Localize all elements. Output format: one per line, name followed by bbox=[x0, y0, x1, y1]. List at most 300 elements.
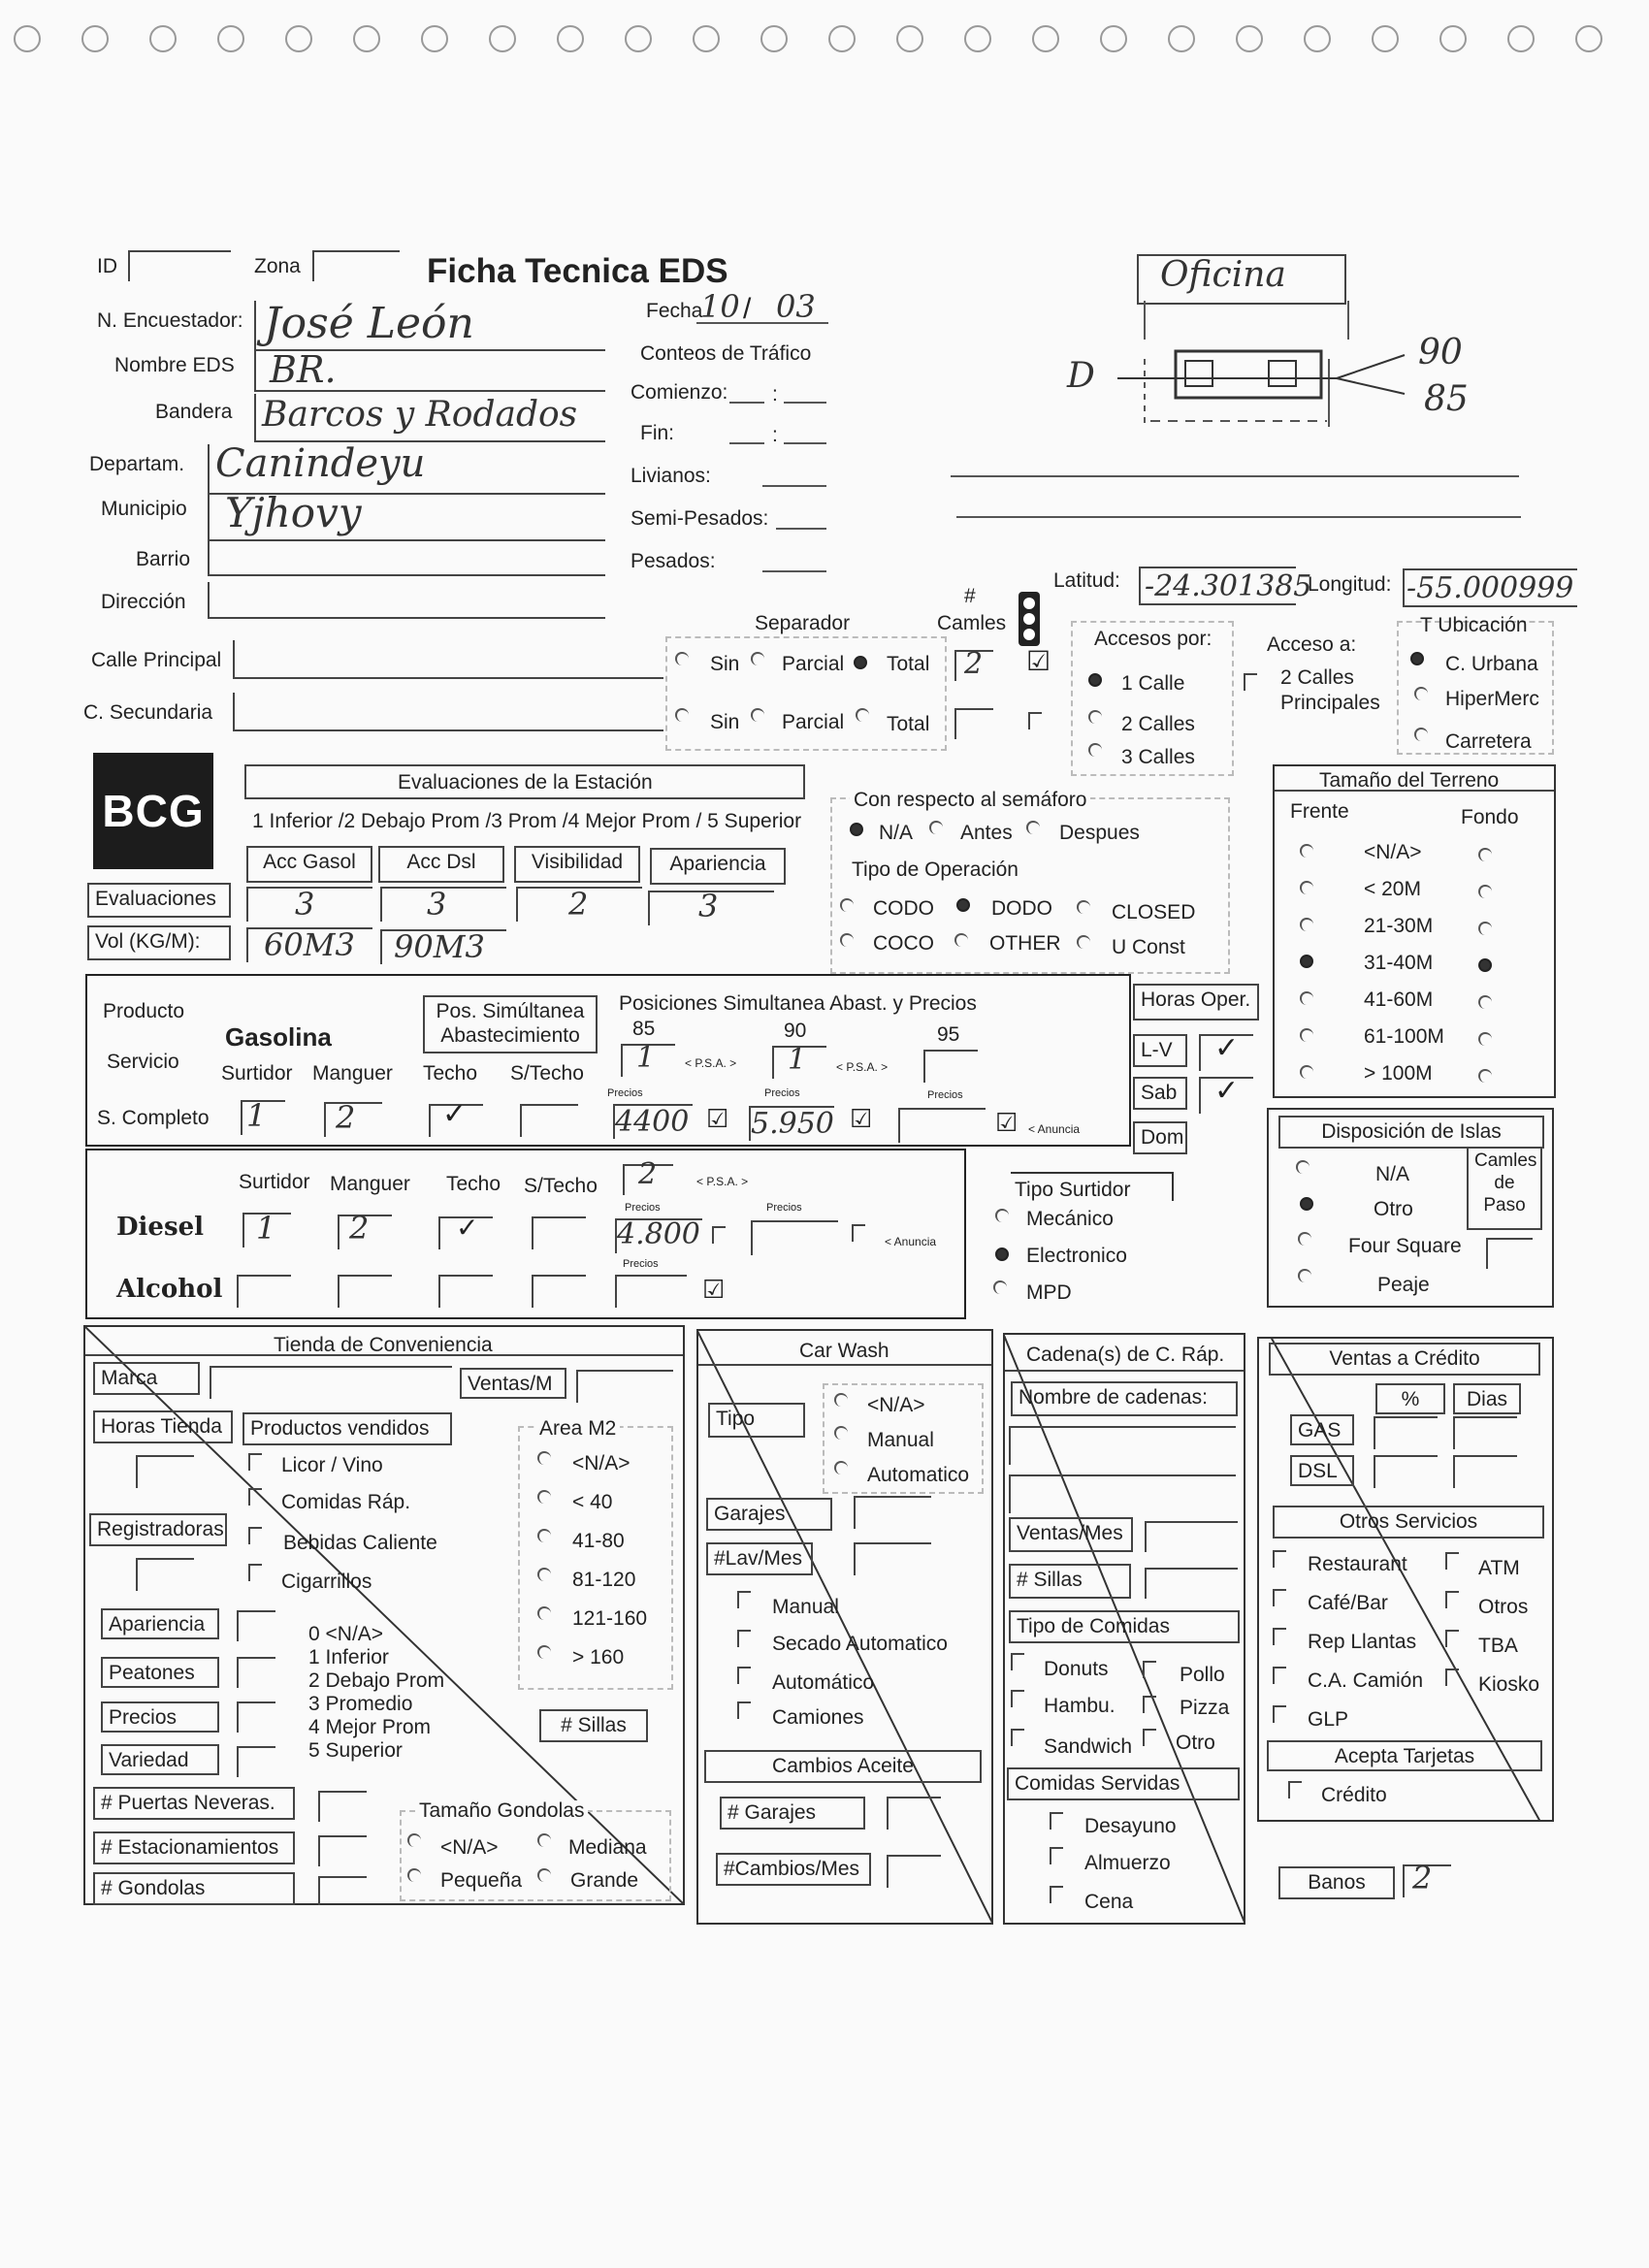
fecha-slash: / bbox=[743, 293, 752, 325]
islas-four-square: Four Square bbox=[1348, 1235, 1462, 1257]
fecha-month: 03 bbox=[776, 288, 816, 325]
credito-gas-pct-field[interactable] bbox=[1374, 1416, 1438, 1449]
carwash-opt-manual-check[interactable] bbox=[737, 1591, 751, 1608]
cadenas-nombre-field-2[interactable] bbox=[1009, 1474, 1236, 1513]
islas-na-radio[interactable] bbox=[1296, 1160, 1310, 1174]
area-option: 81-120 bbox=[572, 1569, 636, 1591]
diesel-anuncia-check-2[interactable] bbox=[852, 1224, 865, 1242]
diesel-surtidor-value: 1 bbox=[256, 1210, 276, 1247]
carwash-na: <N/A> bbox=[867, 1394, 925, 1416]
prod-bebidas: Bebidas Caliente bbox=[283, 1532, 437, 1554]
anuncia-90-check[interactable]: ☑ bbox=[850, 1104, 873, 1133]
binder-hole bbox=[81, 25, 109, 52]
encuestador-label: N. Encuestador: bbox=[97, 309, 243, 332]
binder-hole bbox=[1304, 25, 1331, 52]
operacion-closed: CLOSED bbox=[1112, 901, 1196, 923]
conteos-title: Conteos de Tráfico bbox=[640, 342, 812, 365]
operacion-uconst-radio[interactable] bbox=[1077, 935, 1090, 949]
evaluaciones-row-label bbox=[87, 883, 231, 918]
carwash-opt-automatico-check[interactable] bbox=[737, 1667, 751, 1684]
sep2-total-radio[interactable] bbox=[856, 708, 869, 722]
fecha-underline bbox=[696, 322, 828, 324]
precio-95-field[interactable] bbox=[898, 1108, 986, 1143]
binder-hole bbox=[1575, 25, 1602, 52]
departam-label: Departam. bbox=[89, 453, 185, 475]
traffic-check-2[interactable] bbox=[1028, 712, 1042, 729]
acceso-a-check[interactable] bbox=[1244, 673, 1257, 691]
terreno-fondo: Fondo bbox=[1461, 806, 1519, 828]
carwash-tipo: Tipo bbox=[716, 1408, 756, 1430]
tienda-horas-field[interactable] bbox=[136, 1455, 194, 1488]
binder-hole bbox=[14, 25, 41, 52]
cadenas-ventas: Ventas/Mes bbox=[1017, 1522, 1123, 1544]
ubicacion-carretera-radio[interactable] bbox=[1414, 728, 1428, 741]
binder-hole bbox=[285, 25, 312, 52]
binder-hole bbox=[1507, 25, 1535, 52]
diesel-s-techo-header: S/Techo bbox=[524, 1175, 598, 1197]
diesel-anuncia-check[interactable] bbox=[712, 1226, 726, 1244]
tienda-registradoras-field[interactable] bbox=[136, 1558, 194, 1591]
calle-principal-field[interactable] bbox=[233, 640, 663, 679]
terreno-fondo-radio[interactable] bbox=[1478, 885, 1492, 898]
terreno-fondo-radio[interactable] bbox=[1478, 1032, 1492, 1046]
islas-peaje-radio[interactable] bbox=[1298, 1269, 1311, 1282]
tipo-surtidor-title: Tipo Surtidor bbox=[1015, 1179, 1131, 1201]
tienda-apariencia-field[interactable] bbox=[237, 1610, 275, 1641]
psa-2: < P.S.A. > bbox=[836, 1060, 889, 1074]
vol-label bbox=[87, 925, 231, 960]
credito-pct: % bbox=[1401, 1388, 1420, 1410]
sep1-sin: Sin bbox=[710, 653, 740, 675]
notes-line-2 bbox=[956, 516, 1521, 518]
ubicacion-hipermerc: HiperMerc bbox=[1445, 688, 1539, 710]
carwash-opt-camiones-check[interactable] bbox=[737, 1701, 751, 1719]
credito-gas-dias-field[interactable] bbox=[1453, 1416, 1517, 1449]
credito-title: Ventas a Crédito bbox=[1329, 1347, 1480, 1370]
credito-dsl-dias-field[interactable] bbox=[1453, 1455, 1517, 1488]
carwash-lav-box bbox=[706, 1542, 813, 1575]
fin-colon: : bbox=[772, 424, 778, 446]
tienda-estacionamientos-box bbox=[93, 1831, 295, 1864]
terreno-fondo-radio[interactable] bbox=[1478, 958, 1492, 972]
sep1-parcial-radio[interactable] bbox=[751, 652, 764, 665]
islas-four-square-radio[interactable] bbox=[1298, 1232, 1311, 1246]
diesel-precio-value: 4.800 bbox=[617, 1217, 700, 1251]
operacion-codo-radio[interactable] bbox=[840, 898, 854, 912]
servicio-right-check[interactable] bbox=[1445, 1591, 1459, 1608]
gas-manguer-value: 2 bbox=[336, 1099, 356, 1136]
zona-label: Zona bbox=[254, 255, 301, 277]
pos-simultanea-l2: Abastecimiento bbox=[440, 1024, 580, 1048]
terreno-frente-radio[interactable] bbox=[1300, 881, 1313, 894]
sep2-parcial-radio[interactable] bbox=[751, 708, 764, 722]
tienda-puertas-field[interactable] bbox=[318, 1791, 367, 1822]
comida-otro: Otro bbox=[1176, 1732, 1215, 1754]
terreno-title: Tamaño del Terreno bbox=[1319, 769, 1500, 792]
servicio-left: Restaurant bbox=[1308, 1553, 1407, 1575]
carwash-tipo-box bbox=[708, 1403, 805, 1438]
comienzo-colon: : bbox=[772, 383, 778, 405]
cadenas-sillas-field[interactable] bbox=[1145, 1568, 1238, 1599]
diesel-precios-label-2: Precios bbox=[766, 1202, 802, 1214]
terreno-frente-radio[interactable] bbox=[1300, 918, 1313, 931]
accesos-2: 2 Calles bbox=[1121, 713, 1195, 735]
terreno-frente-radio[interactable] bbox=[1300, 991, 1313, 1005]
servida-desayuno: Desayuno bbox=[1084, 1815, 1177, 1837]
carwash-automatico-radio[interactable] bbox=[834, 1461, 848, 1474]
carwash-garajes-box bbox=[706, 1498, 832, 1531]
comida-pollo-check[interactable] bbox=[1143, 1661, 1156, 1678]
cadenas-nombre-box bbox=[1011, 1381, 1238, 1416]
islas-camiles-l1: Camles bbox=[1474, 1150, 1537, 1171]
tarjetas-credito-check[interactable] bbox=[1288, 1781, 1302, 1798]
accesos-title: Accesos por: bbox=[1094, 628, 1212, 650]
carwash-automatico: Automatico bbox=[867, 1464, 970, 1486]
terreno-fondo-radio[interactable] bbox=[1478, 995, 1492, 1009]
eval-visibilidad-value: 2 bbox=[568, 886, 589, 923]
anuncia-95-check[interactable]: ☑ bbox=[995, 1108, 1018, 1137]
gondola-pequena-radio[interactable] bbox=[407, 1868, 421, 1882]
evaluaciones-scale: 1 Inferior /2 Debajo Prom /3 Prom /4 Mejor Prom / 5 Superior bbox=[252, 810, 802, 832]
cadenas-nombre: Nombre de cadenas: bbox=[1018, 1386, 1208, 1409]
semaforo-title: Con respecto al semáforo bbox=[850, 790, 1090, 810]
precios-label-2: Precios bbox=[764, 1087, 800, 1099]
tipo-surtidor-mecanico: Mecánico bbox=[1026, 1208, 1114, 1230]
tienda-estacionamientos-field[interactable] bbox=[318, 1835, 367, 1866]
precio-85-value: 4400 bbox=[615, 1105, 690, 1139]
servida-almuerzo-check[interactable] bbox=[1050, 1847, 1063, 1864]
cambios-garajes-field[interactable] bbox=[887, 1797, 941, 1830]
islas-otro-radio[interactable] bbox=[1300, 1197, 1313, 1211]
tarjetas-title: Acepta Tarjetas bbox=[1334, 1745, 1475, 1767]
vol-gas-value: 60M3 bbox=[264, 926, 355, 963]
comida-hambu-check[interactable] bbox=[1011, 1690, 1024, 1707]
area-radio[interactable] bbox=[537, 1568, 551, 1581]
terreno-row-label: 21-30M bbox=[1364, 915, 1434, 937]
credito-title-box bbox=[1269, 1343, 1540, 1376]
binder-hole bbox=[760, 25, 788, 52]
gas-manguer-header: Manguer bbox=[312, 1062, 393, 1085]
sep2-parcial: Parcial bbox=[782, 711, 845, 733]
pos-simultanea-l1: Pos. Simúltanea bbox=[436, 1000, 585, 1022]
horas-dom bbox=[1133, 1121, 1187, 1154]
tienda-scale-item: 2 Debajo Prom bbox=[308, 1669, 445, 1692]
prod-bebidas-check[interactable] bbox=[248, 1527, 262, 1544]
carwash-lav-field[interactable] bbox=[854, 1542, 931, 1575]
banos-label: Banos bbox=[1308, 1871, 1366, 1894]
tipo-surtidor-mecanico-radio[interactable] bbox=[995, 1209, 1009, 1222]
tienda-gondolas-field[interactable] bbox=[318, 1876, 367, 1905]
cambios-aceite: Cambios Aceite bbox=[772, 1755, 914, 1777]
gas-surtidor-header: Surtidor bbox=[221, 1062, 293, 1085]
tienda-peatones-field[interactable] bbox=[237, 1657, 275, 1688]
pos-95-field[interactable] bbox=[923, 1050, 978, 1083]
tienda-title: Tienda de Conveniencia bbox=[274, 1334, 493, 1356]
eval-header-apariencia bbox=[650, 848, 786, 885]
alcohol-techo-check[interactable] bbox=[438, 1275, 493, 1308]
area-option: > 160 bbox=[572, 1646, 625, 1669]
terreno-frente-radio[interactable] bbox=[1300, 844, 1313, 858]
comidas-servidas-box bbox=[1007, 1767, 1240, 1800]
binder-hole bbox=[896, 25, 923, 52]
horas-sab-mark: ✓ bbox=[1214, 1075, 1240, 1107]
eval-header-acc-gasol-text: Acc Gasol bbox=[263, 851, 356, 873]
pos-85-value: 1 bbox=[636, 1041, 656, 1075]
semaforo-antes: Antes bbox=[960, 822, 1013, 844]
fin-hh[interactable] bbox=[729, 442, 764, 444]
islas-peaje: Peaje bbox=[1377, 1274, 1430, 1296]
binder-hole bbox=[964, 25, 991, 52]
comida-pizza-check[interactable] bbox=[1143, 1696, 1156, 1713]
tienda-scale-item: 0 <N/A> bbox=[308, 1623, 384, 1645]
semaforo-despues: Despues bbox=[1059, 822, 1140, 844]
carwash-garajes-field[interactable] bbox=[854, 1496, 931, 1529]
tienda-ventas-box bbox=[460, 1368, 566, 1399]
comidas-servidas: Comidas Servidas bbox=[1015, 1772, 1180, 1795]
tienda-variedad-field[interactable] bbox=[237, 1746, 275, 1777]
livianos-field[interactable] bbox=[762, 485, 826, 487]
horas-dom-text: Dom bbox=[1141, 1126, 1184, 1149]
servida-cena-check[interactable] bbox=[1050, 1886, 1063, 1903]
comida-sandwich-check[interactable] bbox=[1011, 1729, 1024, 1746]
tienda-marca-box bbox=[93, 1362, 200, 1395]
accesos-3-radio[interactable] bbox=[1088, 743, 1102, 757]
gondola-mediana-radio[interactable] bbox=[537, 1833, 551, 1847]
alcohol-anuncia-check[interactable]: ☑ bbox=[702, 1275, 726, 1304]
cadenas-nombre-field-1[interactable] bbox=[1009, 1426, 1236, 1465]
servicio-right: ATM bbox=[1478, 1557, 1520, 1579]
gondola-na-radio[interactable] bbox=[407, 1833, 421, 1847]
ubicacion-urbana-radio[interactable] bbox=[1410, 652, 1424, 665]
comienzo-hh[interactable] bbox=[729, 402, 764, 404]
bandera-value: Barcos y Rodados bbox=[262, 395, 578, 435]
operacion-dodo-radio[interactable] bbox=[956, 898, 970, 912]
islas-camiles-field[interactable] bbox=[1486, 1238, 1533, 1269]
credito-gas: GAS bbox=[1298, 1419, 1342, 1442]
binder-hole bbox=[1168, 25, 1195, 52]
cambios-mes-field[interactable] bbox=[887, 1855, 941, 1888]
tienda-registradoras: Registradoras bbox=[97, 1518, 224, 1540]
diesel-surtidor-header: Surtidor bbox=[239, 1171, 310, 1193]
terreno-title-rule bbox=[1275, 790, 1554, 792]
area-option: < 40 bbox=[572, 1491, 613, 1513]
zona-field[interactable] bbox=[312, 250, 400, 281]
operacion-coco-radio[interactable] bbox=[840, 933, 854, 947]
carwash-opt-secado: Secado Automatico bbox=[772, 1633, 948, 1655]
fin-mm[interactable] bbox=[784, 442, 826, 444]
gas-techo-header: Techo bbox=[423, 1062, 478, 1085]
prod-cigarrillos: Cigarrillos bbox=[281, 1571, 372, 1593]
operacion-other: OTHER bbox=[989, 932, 1061, 955]
calle-secundaria-field[interactable] bbox=[233, 693, 663, 731]
gondola-grande: Grande bbox=[570, 1869, 639, 1892]
carwash-na-radio[interactable] bbox=[834, 1393, 848, 1407]
gasolina-label: Gasolina bbox=[225, 1022, 332, 1052]
islas-title-box bbox=[1278, 1116, 1544, 1149]
ubicacion-urbana: C. Urbana bbox=[1445, 653, 1538, 675]
comida-hambu: Hambu. bbox=[1044, 1695, 1116, 1717]
psa-1: < P.S.A. > bbox=[685, 1056, 737, 1070]
semaforo-despues-radio[interactable] bbox=[1026, 821, 1040, 834]
direccion-field[interactable] bbox=[208, 582, 605, 619]
alcohol-s-techo-check[interactable] bbox=[532, 1275, 586, 1308]
operacion-coco: COCO bbox=[873, 932, 934, 955]
prod-cigarrillos-check[interactable] bbox=[248, 1564, 262, 1581]
binder-hole bbox=[828, 25, 856, 52]
servicio-left-check[interactable] bbox=[1273, 1550, 1286, 1568]
tienda-sillas: # Sillas bbox=[561, 1714, 627, 1736]
operacion-codo: CODO bbox=[873, 897, 934, 920]
alcohol-manguer-field[interactable] bbox=[338, 1275, 392, 1308]
terreno-fondo-radio[interactable] bbox=[1478, 1069, 1492, 1083]
binder-hole bbox=[217, 25, 244, 52]
anuncia-85-check[interactable]: ☑ bbox=[706, 1104, 729, 1133]
evaluaciones-row-label-text: Evaluaciones bbox=[95, 888, 216, 910]
gondola-mediana: Mediana bbox=[568, 1836, 647, 1859]
accesos-1-radio[interactable] bbox=[1088, 673, 1102, 687]
binder-hole bbox=[1439, 25, 1467, 52]
diesel-s-techo-check[interactable] bbox=[532, 1216, 586, 1249]
credito-dsl-pct-field[interactable] bbox=[1374, 1455, 1438, 1488]
area-radio[interactable] bbox=[537, 1451, 551, 1465]
terreno-frente-radio[interactable] bbox=[1300, 955, 1313, 968]
servicio-right-check[interactable] bbox=[1445, 1630, 1459, 1647]
alcohol-surtidor-field[interactable] bbox=[237, 1275, 291, 1308]
area-radio[interactable] bbox=[537, 1645, 551, 1659]
tienda-precios-field[interactable] bbox=[237, 1701, 275, 1733]
tipo-surtidor-electronico-radio[interactable] bbox=[995, 1247, 1009, 1261]
tienda-ventas: Ventas/M bbox=[468, 1373, 553, 1395]
terreno-frente-radio[interactable] bbox=[1300, 1065, 1313, 1079]
semaforo-na-radio[interactable] bbox=[850, 823, 863, 836]
servicio-left-check[interactable] bbox=[1273, 1589, 1286, 1606]
nombre-value: BR. bbox=[270, 348, 337, 391]
alcohol-precio-field[interactable] bbox=[615, 1275, 687, 1308]
terreno-frente-radio[interactable] bbox=[1300, 1028, 1313, 1042]
accesos-3: 3 Calles bbox=[1121, 746, 1195, 768]
ubicacion-hipermerc-radio[interactable] bbox=[1414, 687, 1428, 700]
otros-servicios-box bbox=[1273, 1506, 1544, 1539]
sep1-sin-radio[interactable] bbox=[675, 652, 689, 665]
area-radio[interactable] bbox=[537, 1529, 551, 1542]
tienda-scale-item: 3 Promedio bbox=[308, 1693, 413, 1715]
comida-donuts: Donuts bbox=[1044, 1658, 1109, 1680]
cambios-garajes: # Garajes bbox=[728, 1801, 817, 1824]
servicio-left-check[interactable] bbox=[1273, 1628, 1286, 1645]
prod-licor-check[interactable] bbox=[248, 1453, 262, 1471]
area-option: <N/A> bbox=[572, 1452, 630, 1474]
diesel-label: Diesel bbox=[116, 1213, 205, 1242]
cambios-aceite-box bbox=[704, 1750, 982, 1783]
tipo-surtidor-mpd: MPD bbox=[1026, 1281, 1072, 1304]
tienda-ventas-field[interactable] bbox=[576, 1370, 673, 1403]
servicio-left-check[interactable] bbox=[1273, 1705, 1286, 1723]
octano-90: 90 bbox=[784, 1020, 807, 1042]
servicio-right-check[interactable] bbox=[1445, 1552, 1459, 1570]
operacion-closed-radio[interactable] bbox=[1077, 900, 1090, 914]
bandera-label: Bandera bbox=[155, 401, 233, 423]
sep2-sin-radio[interactable] bbox=[675, 708, 689, 722]
alcohol-precios-label: Precios bbox=[623, 1258, 659, 1270]
terreno-frente: Frente bbox=[1290, 800, 1349, 823]
tipo-surtidor-mpd-radio[interactable] bbox=[993, 1280, 1007, 1294]
servicio-right-check[interactable] bbox=[1445, 1669, 1459, 1686]
pesados-field[interactable] bbox=[762, 570, 826, 572]
camiles-title: Camles bbox=[937, 612, 1007, 634]
barrio-field[interactable] bbox=[208, 539, 605, 576]
separador-title: Separador bbox=[755, 612, 851, 634]
servicio-right: Otros bbox=[1478, 1596, 1529, 1618]
islas-camiles-l3: Paso bbox=[1483, 1194, 1526, 1215]
semaforo-antes-radio[interactable] bbox=[929, 821, 943, 834]
id-field[interactable] bbox=[128, 250, 231, 281]
carwash-opt-secado-check[interactable] bbox=[737, 1630, 751, 1647]
operacion-dodo: DODO bbox=[991, 897, 1052, 920]
diesel-psa: < P.S.A. > bbox=[696, 1175, 749, 1188]
traffic-check-1[interactable]: ☑ bbox=[1026, 646, 1051, 676]
diesel-manguer-value: 2 bbox=[349, 1210, 370, 1247]
tienda-area-title: Area M2 bbox=[535, 1418, 620, 1439]
sep1-total-radio[interactable] bbox=[854, 656, 867, 669]
operacion-title: Tipo de Operación bbox=[848, 859, 1022, 880]
pesados-label: Pesados: bbox=[630, 550, 716, 572]
terreno-fondo-radio[interactable] bbox=[1478, 848, 1492, 861]
area-radio[interactable] bbox=[537, 1490, 551, 1504]
tienda-marca-field[interactable] bbox=[210, 1366, 452, 1399]
banos-value: 2 bbox=[1412, 1860, 1433, 1896]
camiones-field-2[interactable] bbox=[954, 708, 993, 739]
comienzo-mm[interactable] bbox=[784, 402, 826, 404]
gondola-grande-radio[interactable] bbox=[537, 1868, 551, 1882]
latitud-label: Latitud: bbox=[1053, 569, 1120, 592]
gas-surtidor-value: 1 bbox=[246, 1097, 267, 1134]
operacion-other-radio[interactable] bbox=[954, 933, 968, 947]
prod-comidas-check[interactable] bbox=[248, 1488, 262, 1506]
cadenas-tipo: Tipo de Comidas bbox=[1017, 1615, 1170, 1637]
gas-s-techo-check[interactable] bbox=[520, 1104, 578, 1137]
tarjetas-credito: Crédito bbox=[1321, 1784, 1387, 1806]
tienda-productos-box bbox=[242, 1412, 452, 1445]
terreno-fondo-radio[interactable] bbox=[1478, 922, 1492, 935]
anuncia-label-1: < Anuncia bbox=[1028, 1122, 1081, 1136]
comida-donuts-check[interactable] bbox=[1011, 1653, 1024, 1670]
tienda-gondolas: # Gondolas bbox=[101, 1877, 206, 1899]
precio-90-value: 5.950 bbox=[751, 1107, 834, 1141]
accesos-1: 1 Calle bbox=[1121, 672, 1185, 695]
horas-lv bbox=[1133, 1034, 1187, 1067]
accesos-2-radio[interactable] bbox=[1088, 710, 1102, 724]
carwash-lav: #Lav/Mes bbox=[714, 1547, 803, 1570]
gondola-pequena: Pequeña bbox=[440, 1869, 523, 1892]
eval-acc-gasol-value: 3 bbox=[295, 886, 315, 923]
servida-desayuno-check[interactable] bbox=[1050, 1812, 1063, 1830]
tienda-puertas-box bbox=[93, 1787, 295, 1820]
pos-90-value: 1 bbox=[788, 1043, 807, 1077]
area-radio[interactable] bbox=[537, 1606, 551, 1620]
servicio-left-check[interactable] bbox=[1273, 1667, 1286, 1684]
carwash-manual-radio[interactable] bbox=[834, 1426, 848, 1440]
diesel-precio-2-field[interactable] bbox=[751, 1220, 838, 1255]
carwash-title-rule bbox=[698, 1364, 991, 1366]
horas-sab-text: Sab bbox=[1141, 1082, 1178, 1104]
binder-hole bbox=[421, 25, 448, 52]
semi-pesados-field[interactable] bbox=[776, 528, 826, 530]
comida-otro-check[interactable] bbox=[1143, 1729, 1156, 1746]
horas-sab bbox=[1133, 1077, 1187, 1110]
tienda-apariencia: Apariencia bbox=[109, 1613, 206, 1636]
cadenas-ventas-field[interactable] bbox=[1145, 1521, 1238, 1552]
tienda-peatones-box bbox=[101, 1657, 219, 1688]
